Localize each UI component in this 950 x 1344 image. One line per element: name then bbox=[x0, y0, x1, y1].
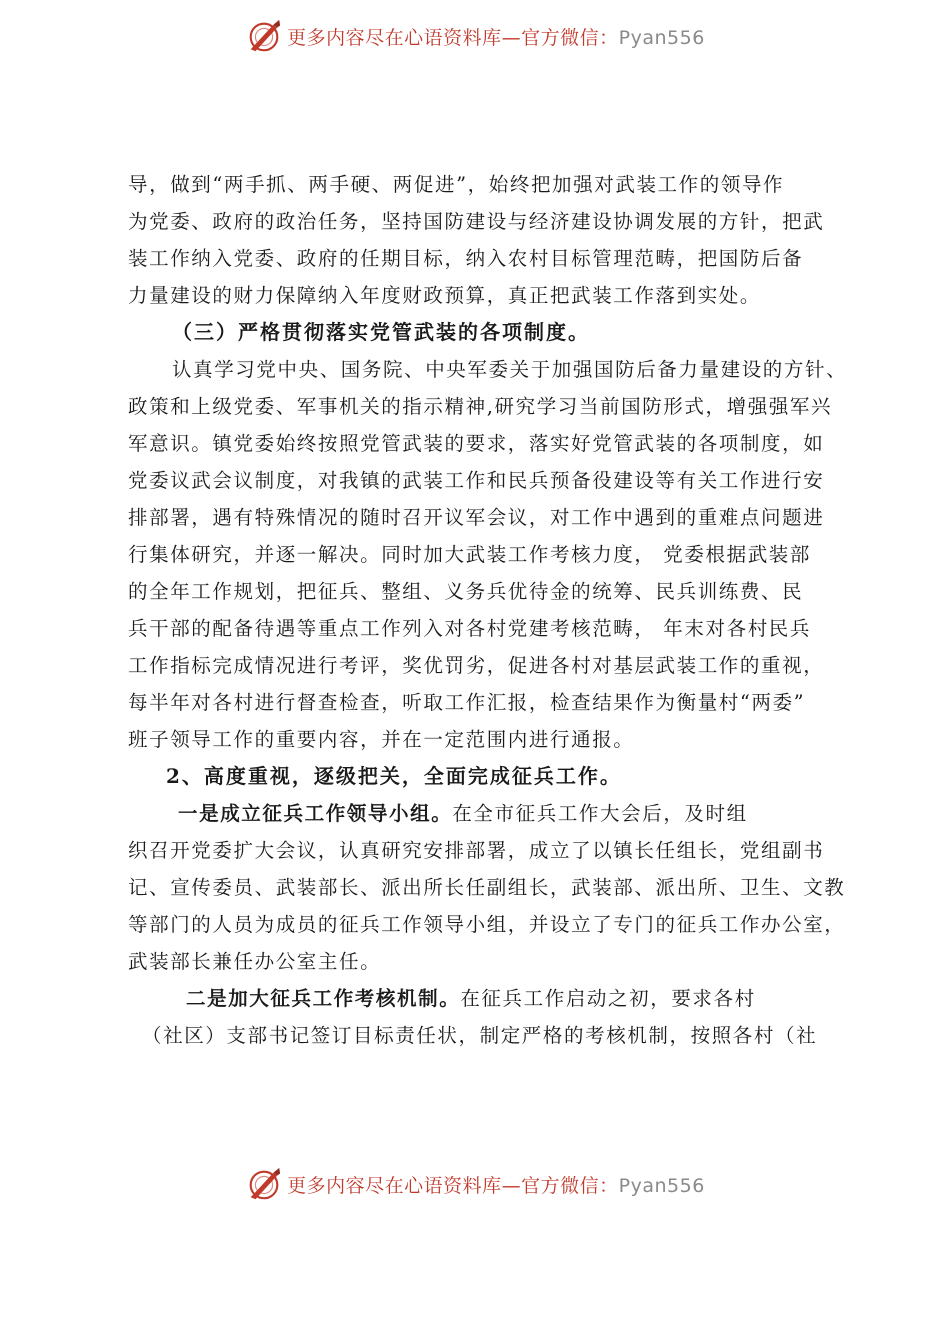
line-rest: 在全市征兵工作大会后，及时组 bbox=[452, 802, 748, 825]
banner-text: 更多内容尽在心语资料库—官方微信：Pyan556 bbox=[287, 26, 705, 49]
paragraph-line: 军意识。镇党委始终按照党管武装的要求，落实好党管武装的各项制度，如 bbox=[128, 432, 825, 455]
paragraph-line: 排部署，遇有特殊情况的随时召开议军会议，对工作中遇到的重难点问题进 bbox=[128, 506, 825, 529]
pen-logo-icon bbox=[245, 1165, 283, 1203]
paragraph-line: 为党委、政府的政治任务，坚持国防建设与经济建设协调发展的方针，把武 bbox=[128, 210, 825, 233]
paragraph-line: 班子领导工作的重要内容，并在一定范围内进行通报。 bbox=[128, 728, 635, 751]
pen-logo-icon bbox=[245, 17, 283, 55]
paragraph-line bbox=[128, 980, 858, 1017]
footer-banner bbox=[0, 1164, 950, 1204]
paragraph-line: 的全年工作规划，把征兵、整组、义务兵优待金的统筹、民兵训练费、民 bbox=[128, 580, 804, 603]
paragraph-line: 力量建设的财力保障纳入年度财政预算，真正把武装工作落到实处。 bbox=[128, 284, 762, 307]
banner-text: 更多内容尽在心语资料库—官方微信：Pyan556 bbox=[287, 1174, 705, 1197]
document-body bbox=[128, 166, 858, 1054]
paragraph-line: 等部门的人员为成员的征兵工作领导小组，并设立了专门的征兵工作办公室， bbox=[128, 913, 846, 936]
paragraph-line bbox=[128, 795, 858, 832]
paragraph-line: 党委议武会议制度，对我镇的武装工作和民兵预备役建设等有关工作进行安 bbox=[128, 469, 825, 492]
line-rest: 在征兵工作启动之初，要求各村 bbox=[460, 987, 756, 1010]
wechat-id: Pyan556 bbox=[618, 1174, 705, 1197]
paragraph-line: 行集体研究，并逐一解决。同时加大武装工作考核力度， 党委根据武装部 bbox=[128, 543, 811, 566]
paragraph-line: 导，做到“两手抓、两手硬、两促进”，始终把加强对武装工作的领导作 bbox=[128, 173, 785, 196]
paragraph-line: 记、宣传委员、武装部长、派出所长任副组长，武装部、派出所、卫生、文教 bbox=[128, 876, 846, 899]
paragraph-line: 政策和上级党委、军事机关的指示精神,研究学习当前国防形式，增强强军兴 bbox=[128, 395, 833, 418]
paragraph-line: （社区）支部书记签订目标责任状，制定严格的考核机制，按照各村（社 bbox=[142, 1024, 818, 1047]
paragraph-line: 武装部长兼任办公室主任。 bbox=[128, 950, 382, 973]
paragraph-line: 每半年对各村进行督查检查，听取工作汇报，检查结果作为衡量村“两委” bbox=[128, 691, 806, 714]
paragraph-line: 织召开党委扩大会议，认真研究安排部署，成立了以镇长任组长，党组副书 bbox=[128, 839, 825, 862]
section-heading-3: （三）严格贯彻落实党管武装的各项制度。 bbox=[172, 320, 590, 344]
header-banner bbox=[0, 16, 950, 56]
paragraph-line: 兵干部的配备待遇等重点工作列入对各村党建考核范畴， 年末对各村民兵 bbox=[128, 617, 811, 640]
wechat-id: Pyan556 bbox=[618, 26, 705, 49]
section-heading-2: 2、高度重视，逐级把关，全面完成征兵工作。 bbox=[166, 764, 622, 788]
lead-phrase: 一是成立征兵工作领导小组。 bbox=[178, 802, 453, 825]
paragraph-line: 工作指标完成情况进行考评，奖优罚劣，促进各村对基层武装工作的重视， bbox=[128, 654, 825, 677]
lead-phrase: 二是加大征兵工作考核机制。 bbox=[186, 987, 461, 1010]
paragraph-line: 认真学习党中央、国务院、中央军委关于加强国防后备力量建设的方针、 bbox=[172, 358, 848, 381]
paragraph-line: 装工作纳入党委、政府的任期目标，纳入农村目标管理范畴，把国防后备 bbox=[128, 247, 804, 270]
